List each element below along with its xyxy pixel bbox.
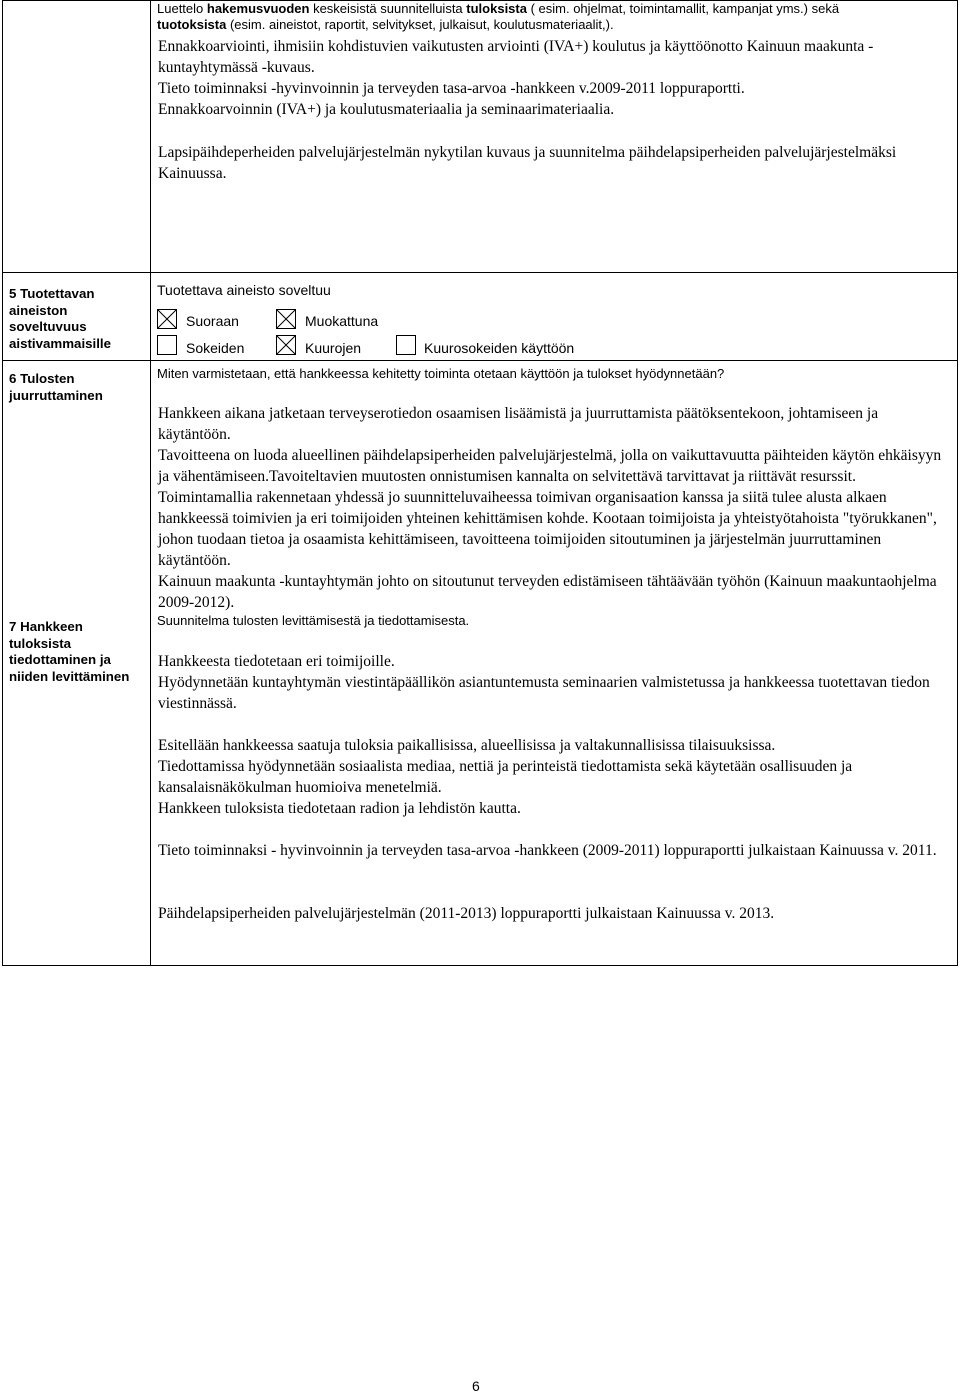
page-number: 6 [472,1378,480,1394]
checkbox-muokattuna[interactable] [276,309,296,329]
checked-cross-icon [277,336,295,354]
section-6-label: 6 Tulosten juurruttaminen [9,371,103,403]
results-list [158,36,948,120]
column-divider [150,0,151,966]
rooting-question: Miten varmistetaan, että hankkeessa kehitetty toiminta otetaan käyttöön ja tulokset hyödynnetään? [157,366,725,381]
dissemination-block: Esitellään hankkeessa saatuja tuloksia paikallisissa, alueellisissa ja valtakunnallisissa tilaisuuksissa. Tiedottamissa hyödynnetään sosiaalista mediaa, nettiä ja perinteistä tiedottamista sekä käytetään osallisuuden ja kansalaisnäkökulman huomioiva menetelmiä. Hankkeen tuloksista tiedotetaan radion ja lehdistön kautta. [158,737,853,817]
result-item: Tieto toiminnaksi -hyvinvoinnin ja terveyden tasa-arvoa -hankkeen v.2009-2011 loppuraportti. [158,80,745,97]
checked-cross-icon [277,310,295,328]
checkbox-label: Kuurojen [305,340,362,356]
row-divider-5 [2,272,958,273]
suitability-intro: Tuotettava aineisto soveltuu [157,282,331,298]
checkbox-label: Muokattuna [305,313,379,329]
row-divider-6 [2,360,958,361]
result-item: Ennakkoarviointi, ihmisiin kohdistuvien vaikutusten arviointi (IVA+) koulutus ja käyttöönotto Kainuun maakunta -kuntayhtymässä -kuvaus. [158,38,874,76]
dissemination-heading: Suunnitelma tulosten levittämisestä ja tiedottamisesta. [157,613,470,628]
checkbox-sokeiden[interactable] [157,335,177,355]
dissemination-block: Päihdelapsiperheiden palvelujärjestelmän (2011-2013) loppuraportti julkaistaan Kainuussa v. 2013. [158,905,775,922]
checkbox-suoraan[interactable] [157,309,177,329]
section-5-label: 5 Tuotettavan aineiston soveltuvuus aistivammaisille [9,286,112,351]
rooting-answer: Hankkeen aikana jatketaan terveyserotiedon osaamisen lisäämistä ja juurruttamista päätöksentekoon, johtamiseen ja käytäntöön. Tavoitteena on luoda alueellinen päihdelapsiperheiden palvelujärjestelmä, jolla on vaikuttavuutta päihteiden käytön ehkäisyyn ja vähentämiseen.Tavoiteltavien muutosten onnistumisen kannalta on selvitettävä tarvittavat ja riittävät resurssit. Toimintamallia rakennetaan yhdessä jo suunnitteluvaiheessa toimivan organisaation kanssa ja siitä tulee alusta alkaen hankkeessä toimivien ja eri toimijoiden yhteinen kehittämisen kohde. Kootaan toimijoista ja yhteistyötahoista "työrukkanen", johon tuodaan tietoa ja osaamista kehittämiseen, tavoitteena toimijoiden sitoutuminen ja järjestelmän juurruttaminen käytäntöön. Kainuun maakunta -kuntayhtymän johto on sitoutunut terveyden edistämiseen tähtäävään työhön (Kainuun maakuntaohjelma 2009-2012). [158,405,942,611]
service-plan-text: Lapsipäihdeperheiden palvelujärjestelmän nykytilan kuvaus ja suunnitelma päihdelapsiperheiden palvelujärjestelmäksi Kainuussa. [158,144,897,182]
checkbox-kuurosokeiden[interactable] [396,335,416,355]
checkbox-kuurojen[interactable] [276,335,296,355]
checkbox-label: Suoraan [186,313,239,329]
dissemination-block: Tieto toiminnaksi - hyvinvoinnin ja terveyden tasa-arvoa -hankkeen (2009-2011) loppuraportti julkaistaan Kainuussa v. 2011. [158,842,937,859]
results-intro: Luettelo hakemusvuoden keskeisistä suunnitelluista tuloksista ( esim. ohjelmat, toimintamallit, kampanjat yms.) sekä tuotoksista (esim. aineistot, raportit, selvitykset, julkaisut, koulutusmateriaalit,). [157,1,840,32]
result-item: Ennakkoarvoinnin (IVA+) ja koulutusmateriaalia ja seminaarimateriaalia. [158,101,615,118]
section-7-label: 7 Hankkeen tuloksista tiedottaminen ja niiden levittäminen [9,619,130,684]
dissemination-block: Hankkeesta tiedotetaan eri toimijoille. Hyödynnetään kuntayhtymän viestintäpäällikön asiantuntemusta seminaarien valmistetussa ja hankkeessa tuotettavan tiedon viestinnässä. [158,653,930,712]
checkbox-label: Sokeiden [186,340,245,356]
checkbox-label: Kuurosokeiden käyttöön [424,340,575,356]
checked-cross-icon [158,310,176,328]
